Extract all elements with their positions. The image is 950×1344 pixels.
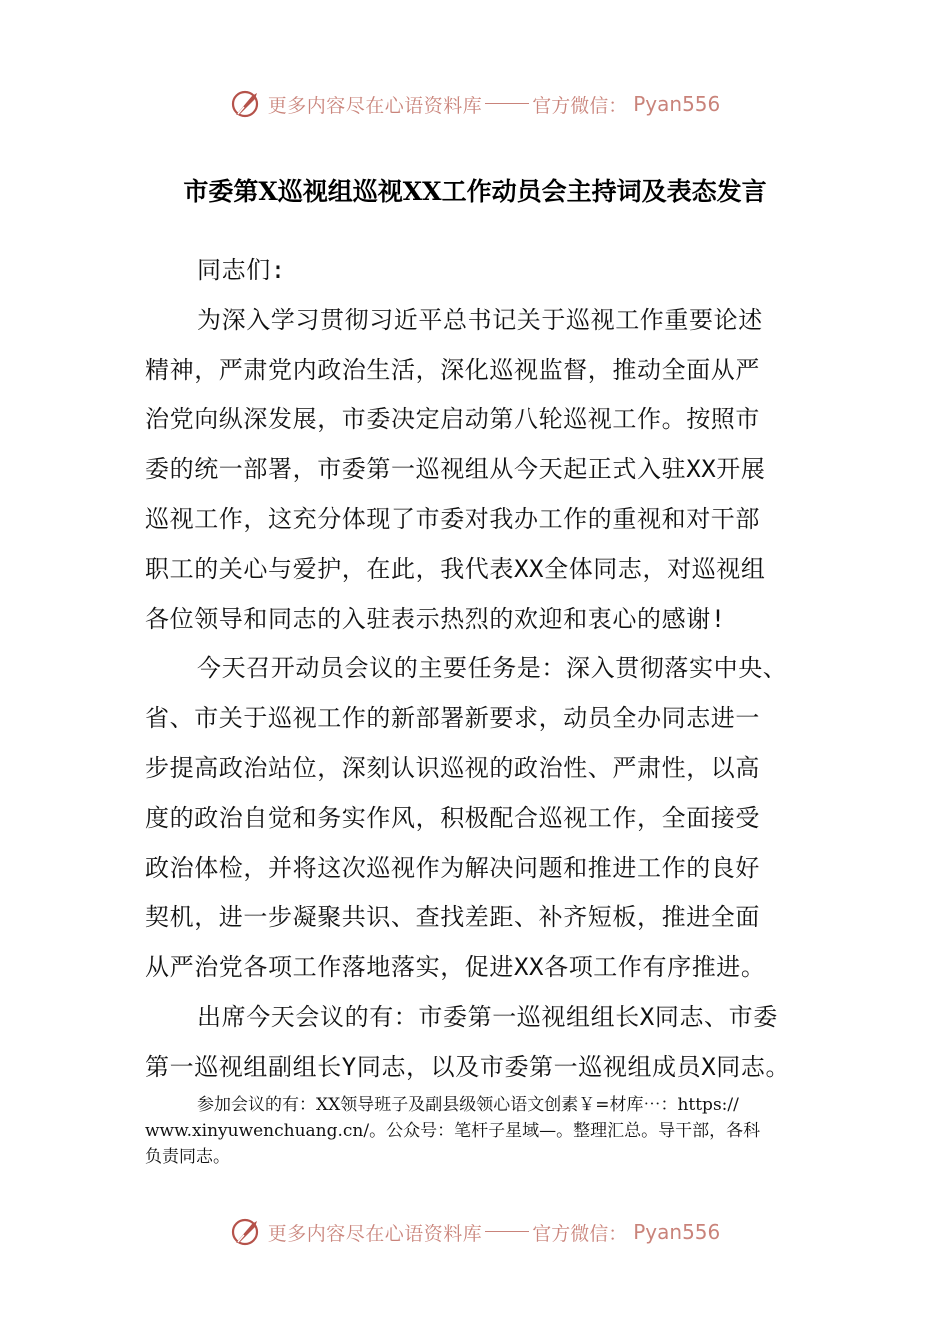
body-line: 省、市关于巡视工作的新部署新要求，动员全办同志进一 (145, 704, 760, 733)
quill-pen-logo-icon (230, 1215, 264, 1249)
body-line: 委的统一部署，市委第一巡视组从今天起正式入驻XX开展 (145, 455, 766, 484)
watermark-wechat-id: Pyan556 (633, 1220, 721, 1244)
body-line: 精神，严肃党内政治生活，深化巡视监督，推动全面从严 (145, 355, 760, 384)
body-line: 步提高政治站位，深刻认识巡视的政治性、严肃性，以高 (145, 753, 760, 782)
attendees-note (145, 1092, 815, 1170)
body-line: 第一巡视组副组长Y同志，以及市委第一巡视组成员X同志。 (145, 1052, 791, 1081)
watermark-wechat-id: Pyan556 (633, 92, 721, 116)
footer-watermark (0, 1212, 950, 1252)
body-line: 巡视工作，这充分体现了市委对我办工作的重视和对干部 (145, 504, 760, 533)
note-line: www.xinyuwenchuang.cn/。公众号：笔杆子星域—。整理汇总。导干部，各科 (145, 1121, 761, 1141)
salutation-line: 同志们: (197, 256, 286, 284)
quill-pen-logo-icon (230, 87, 264, 121)
body-line: 各位领导和同志的入驻表示热烈的欢迎和衷心的感谢! (145, 604, 726, 633)
note-line: 负责同志。 (145, 1147, 230, 1167)
body-line: 政治体检，并将这次巡视作为解决问题和推进工作的良好 (145, 853, 760, 882)
body-line: 出席今天会议的有：市委第一巡视组组长X同志、市委 (197, 1002, 778, 1031)
watermark-dash (485, 103, 529, 104)
body-line: 今天召开动员会议的主要任务是：深入贯彻落实中央、 (197, 654, 788, 683)
document-title: 市委第X巡视组巡视XX工作动员会主持词及表态发言 (183, 177, 767, 206)
body-line: 职工的关心与爱护，在此，我代表XX全体同志，对巡视组 (145, 554, 766, 583)
body-line: 治党向纵深发展，市委决定启动第八轮巡视工作。按照市 (145, 405, 760, 434)
watermark-wechat-label: 官方微信： (532, 1222, 628, 1245)
watermark-wechat-label: 官方微信： (532, 94, 628, 117)
watermark-text: 更多内容尽在心语资料库 (267, 94, 483, 117)
watermark-text: 更多内容尽在心语资料库 (267, 1222, 483, 1245)
body-line: 契机，进一步凝聚共识、查找差距、补齐短板，推进全面 (145, 903, 760, 932)
body-line: 度的政治自觉和务实作风，积极配合巡视工作，全面接受 (145, 803, 760, 832)
watermark-dash (485, 1231, 529, 1232)
body-line: 为深入学习贯彻习近平总书记关于巡视工作重要论述 (197, 305, 763, 334)
document-body (145, 246, 815, 1093)
note-line: 参加会议的有：XX领导班子及副县级领心语文创素￥=材库⋯：https:// (197, 1095, 739, 1115)
body-line: 从严治党各项工作落地落实，促进XX各项工作有序推进。 (145, 953, 766, 982)
header-watermark (0, 84, 950, 124)
